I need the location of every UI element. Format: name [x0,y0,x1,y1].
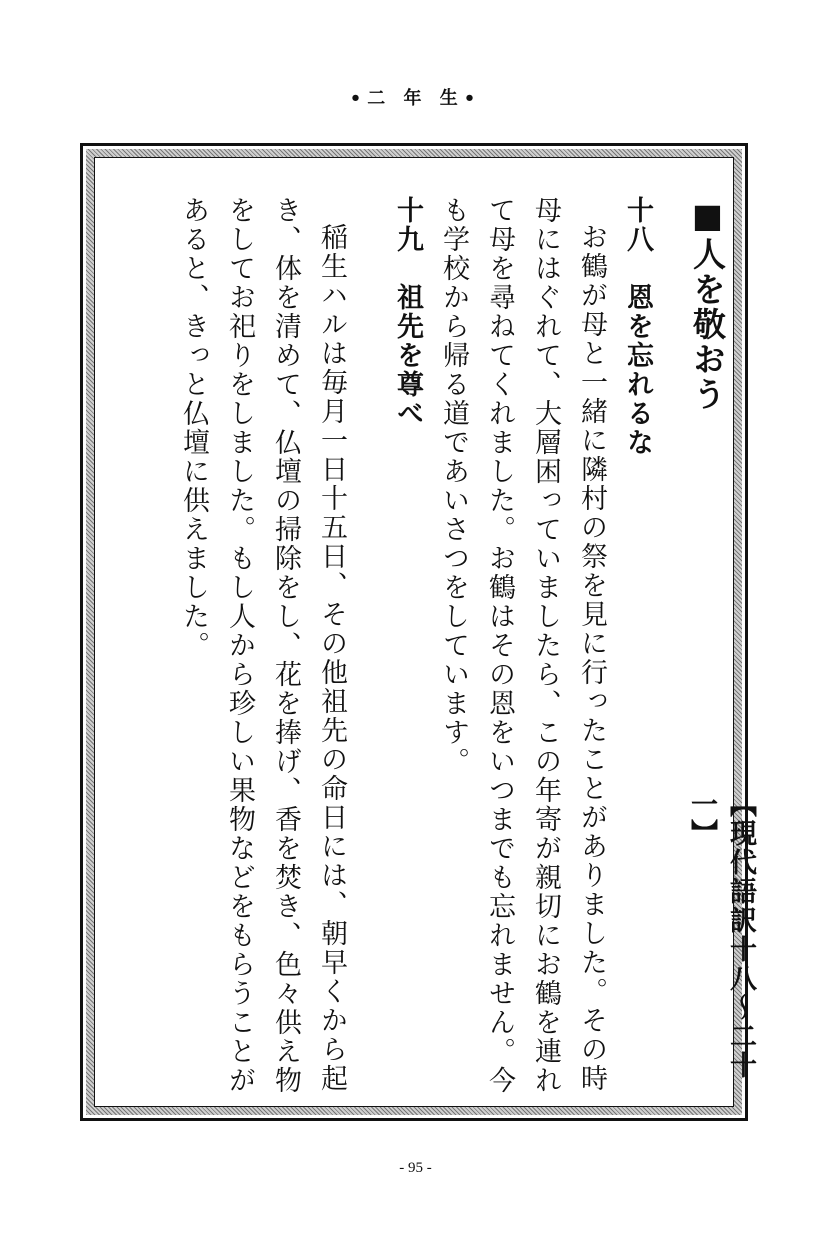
translation-label: 【現代語訳十八〜二十一】 [686,790,756,1080]
item-title: 祖先を尊べ [392,283,423,428]
item-heading-19 [384,196,430,1096]
item-heading-18 [614,196,660,1096]
section-title: ■人を敬おう [688,196,727,412]
item-number: 十九 [392,196,423,254]
item-text-18: お鶴が母と一緒に隣村の祭を見に行ったことがありました。その時母にはぐれて、大層困っていましたら、この年寄が親切にお鶴を連れて母を尋ねてくれました。お鶴はその恩をいつまでも忘れません。今も学校から帰る道であいさつをしています。 [438,196,607,1095]
item-number: 十八 [622,196,653,254]
page-number: - 95 - [399,1160,432,1176]
item-text-19: 稲生ハルは毎月一日十五日、その他祖先の命日には、朝早くから起き、体を清めて、仏壇の掃除をし、花を捧げ、香を焚き、色々供え物をしてお祀りをしました。もし人から珍しい果物などをもらうことがあると、きっと仏壇に供えました。 [178,196,347,1095]
grade-header: •二 年 生• [349,88,482,109]
item-title: 恩を忘れるな [622,283,653,457]
vertical-text-body [130,196,730,1096]
